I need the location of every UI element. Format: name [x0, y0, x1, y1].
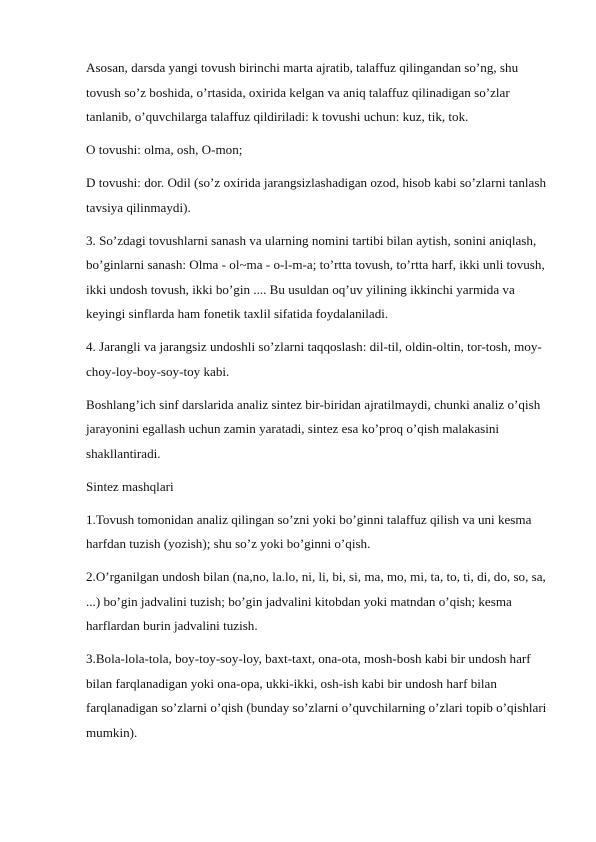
paragraph-exercise-1: 1.Tovush tomonidan analiz qilingan so’zni yoki bo’ginni talaffuz qilish va uni kesma harfdan tuzish (yozish); shu so’z yoki bo’ginni o’qish. — [86, 511, 532, 551]
paragraph-item-4: 4. Jarangli va jarangsiz undoshli so’zlarni taqqoslash: dil-til, oldin-oltin, tor-tosh, moy-choy-loy-boy-soy-toy kabi. — [86, 339, 542, 379]
paragraph-exercise-3: 3.Bola-lola-tola, boy-toy-soy-loy, baxt-taxt, ona-ota, mosh-bosh kabi bir undosh harf bilan farqlanadigan yoki ona-opa, ukki-ikki, osh-ish kabi bir undosh harf bilan farqlanadigan so’zlarni o’qish (bunday so’zlarni o’quvchilarning o’zlari topib o’qishlari mumkin). — [86, 651, 547, 740]
paragraph-intro: Asosan, darsda yangi tovush birinchi marta ajratib, talaffuz qilingandan so’ng, shu tovush so’z boshida, o’rtasida, oxirida kelgan va aniq talaffuz qilinadigan so’zlar tanlanib, o’quvchilarga talaffuz qildiriladi: k tovushi uchun: kuz, tik, tok. — [86, 60, 519, 124]
paragraph-analysis-synthesis: Boshlang’ich sinf darslarida analiz sintez bir-biridan ajratilmaydi, chunki analiz o’qish jarayonini egallash uchun zamin yaratadi, sintez esa ko’proq o’qish malakasini shakllantiradi. — [86, 396, 541, 461]
paragraph-o-sound: O tovushi: olma, osh, O-mon; — [86, 142, 243, 157]
paragraph-item-3: 3. So’zdagi tovushlarni sanash va ularning nomini tartibi bilan aytish, sonini aniqlash, bo’ginlarni sanash: Olma - ol~ma - o-l-m-a; to’rtta tovush, to’rtta harf, ikki unli tovush, ikki undosh tovush, ikki bo’gin .... Bu usuldan oq’uv yilining ikkinchi yarmida va keyingi sinflarda ham fonetik taxlil sifatida foydalaniladi. — [86, 232, 545, 321]
paragraph-exercise-2: 2.O’rganilgan undosh bilan (na,no, la.lo, ni, li, bi, si, ma, mo, mi, ta, to, ti, di, do, so, sa, ...) bo’gin jadvalini tuzish; bo’gin jadvalini kitobdan yoki matndan o’qish; kesma harflardan burin jadvalini tuzish. — [86, 569, 546, 633]
paragraph-d-sound: D tovushi: dor. Odil (so’z oxirida jarangsizlashadigan ozod, hisob kabi so’zlarni tanlash tavsiya qilinmaydi). — [86, 175, 547, 215]
section-heading-synthesis-exercises: Sintez mashqlari — [86, 478, 174, 494]
